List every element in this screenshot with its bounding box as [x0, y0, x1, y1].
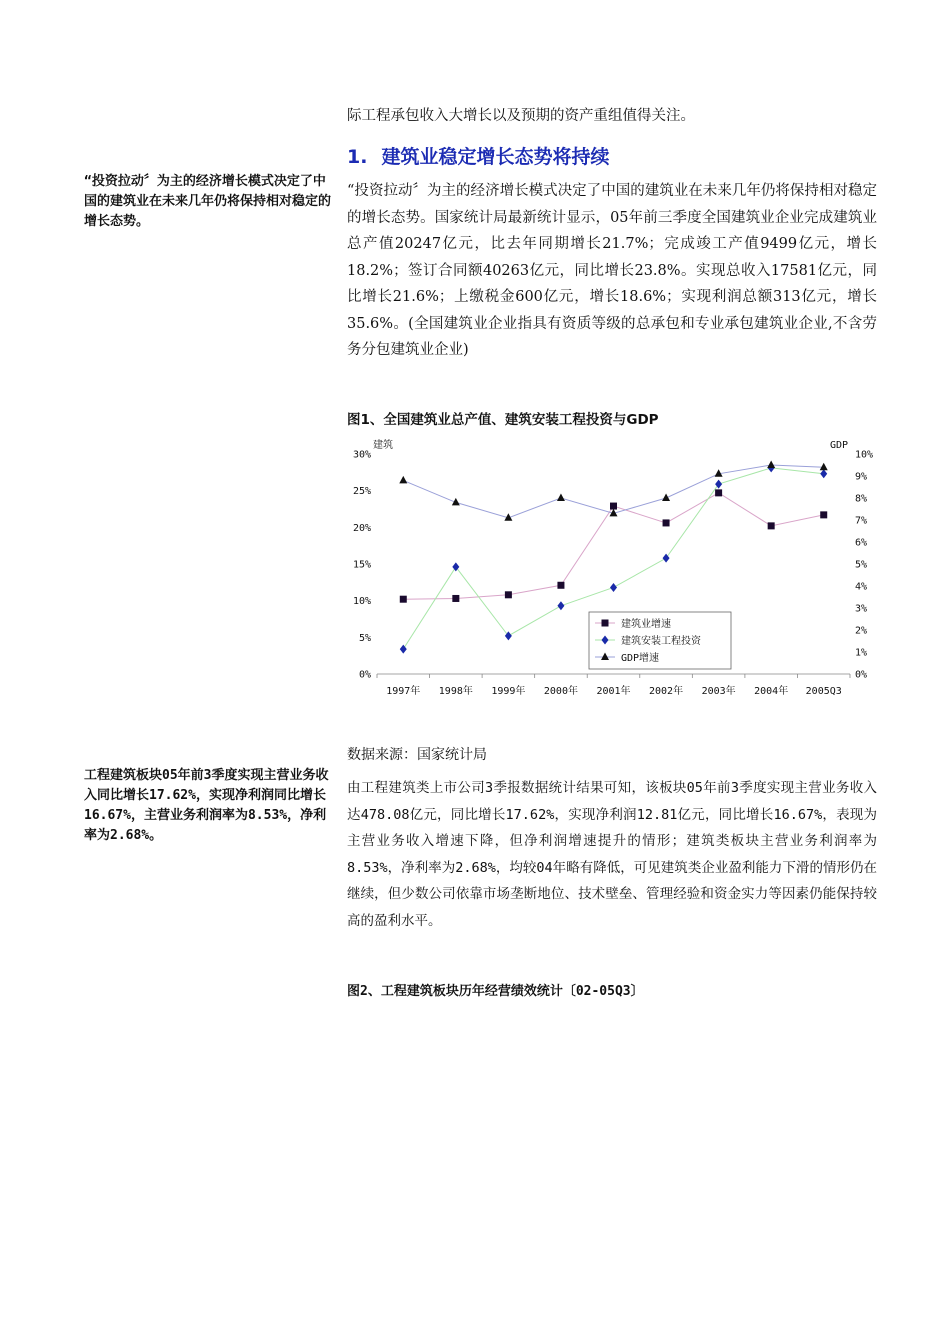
- data-point-series-0: [610, 503, 617, 510]
- section-heading: [347, 142, 877, 169]
- x-tick-label: 2001年: [596, 686, 631, 697]
- right-tick-label: 5%: [855, 559, 868, 571]
- right-axis-label: GDP: [830, 440, 849, 451]
- legend-label: 建筑业增速: [621, 619, 671, 630]
- right-tick-label: 2%: [855, 625, 868, 637]
- data-point-series-2: [557, 494, 565, 502]
- x-tick-label: 2000年: [543, 686, 578, 697]
- right-tick-label: 4%: [855, 581, 868, 593]
- figure-1-source: 数据来源：国家统计局: [347, 747, 487, 763]
- legend-label: GDP增速: [621, 653, 660, 664]
- x-tick-label: 2005Q3: [805, 686, 842, 697]
- data-point-series-0: [505, 591, 512, 598]
- left-tick-label: 10%: [352, 596, 371, 608]
- left-tick-label: 20%: [352, 522, 371, 534]
- x-tick-label: 2004年: [754, 686, 789, 697]
- legend-label: 建筑安装工程投资: [621, 636, 701, 647]
- left-tick-label: 15%: [352, 559, 371, 571]
- data-point-series-0: [768, 522, 775, 529]
- x-tick-label: 1997年: [386, 686, 421, 697]
- right-tick-label: 6%: [855, 537, 868, 549]
- x-tick-label: 1999年: [491, 686, 526, 697]
- legend-marker: [602, 620, 609, 627]
- right-tick-label: 1%: [855, 647, 868, 659]
- right-tick-label: 0%: [855, 669, 868, 681]
- right-tick-label: 3%: [855, 603, 868, 615]
- side-note-2: 工程建筑板块05年前3季度实现主营业务收入同比增长17.62%，实现净利润同比增长16.67%，主营业务利润率为8.53%，净利率为2.68%。: [84, 768, 329, 843]
- right-tick-label: 8%: [855, 493, 868, 505]
- figure-2-caption: 图2、工程建筑板块历年经营绩效统计〔02-05Q3〕: [347, 984, 644, 999]
- right-tick-label: 7%: [855, 515, 868, 527]
- data-point-series-1: [557, 601, 564, 610]
- data-point-series-2: [767, 461, 775, 469]
- data-point-series-1: [820, 469, 827, 478]
- right-tick-label: 10%: [855, 449, 874, 461]
- left-tick-label: 25%: [352, 486, 371, 498]
- left-tick-label: 0%: [358, 669, 371, 681]
- data-point-series-0: [400, 596, 407, 603]
- body-paragraph-1: “投资拉动〞为主的经济增长模式决定了中国的建筑业在未来几年仍将保持相对稳定的增长态势。国家统计局最新统计显示，05年前三季度全国建筑业企业完成建筑业总产值20247亿元，比去年同期增长21.7%；完成竣工产值9499亿元，增长18.2%；签订合同额40263亿元，同比增长23.8%。实现总收入17581亿元，同比增长21.6%；上缴税金600亿元，增长18.6%；实现利润总额313亿元，增长35.6%。(全国建筑业企业指具有资质等级的总承包和专业承包建筑业企业,不含劳务分包建筑业企业): [347, 183, 877, 358]
- section-title: 建筑业稳定增长态势将持续: [381, 146, 610, 168]
- data-point-series-0: [452, 595, 459, 602]
- body-paragraph-2: 由工程建筑类上市公司3季报数据统计结果可知，该板块05年前3季度实现主营业务收入达478.08亿元，同比增长17.62%，实现净利润12.81亿元，同比增长16.67%，表现为主营业务收入增速下降，但净利润增速提升的情形；建筑类板块主营业务利润率为8.53%，净利率为2.68%，均较04年略有降低，可见建筑类企业盈利能力下滑的情形仍在继续，但少数公司依靠市场垄断地位、技术壁垒、管理经验和资金实力等因素仍能保持较高的盈利水平。: [347, 780, 877, 929]
- data-point-series-0: [820, 511, 827, 518]
- left-axis-label: 建筑: [373, 440, 393, 451]
- data-point-series-1: [610, 583, 617, 592]
- figure-1-chart: [345, 432, 885, 707]
- side-note-1: “投资拉动〞为主的经济增长模式决定了中国的建筑业在未来几年仍将保持相对稳定的增长态势。: [84, 174, 332, 229]
- data-point-series-0: [663, 519, 670, 526]
- data-point-series-2: [820, 463, 828, 471]
- section-number: 1.: [347, 146, 368, 168]
- left-tick-label: 30%: [352, 449, 371, 461]
- x-tick-label: 2003年: [701, 686, 736, 697]
- figure-1-caption: 图1、全国建筑业总产值、建筑安装工程投资与GDP: [347, 412, 659, 428]
- x-tick-label: 2002年: [649, 686, 684, 697]
- right-tick-label: 9%: [855, 471, 868, 483]
- data-point-series-0: [715, 489, 722, 496]
- continuation-text: 际工程承包收入大增长以及预期的资产重组值得关注。: [347, 108, 695, 124]
- x-tick-label: 1998年: [438, 686, 473, 697]
- data-point-series-2: [399, 476, 407, 484]
- data-point-series-0: [557, 582, 564, 589]
- left-tick-label: 5%: [358, 632, 371, 644]
